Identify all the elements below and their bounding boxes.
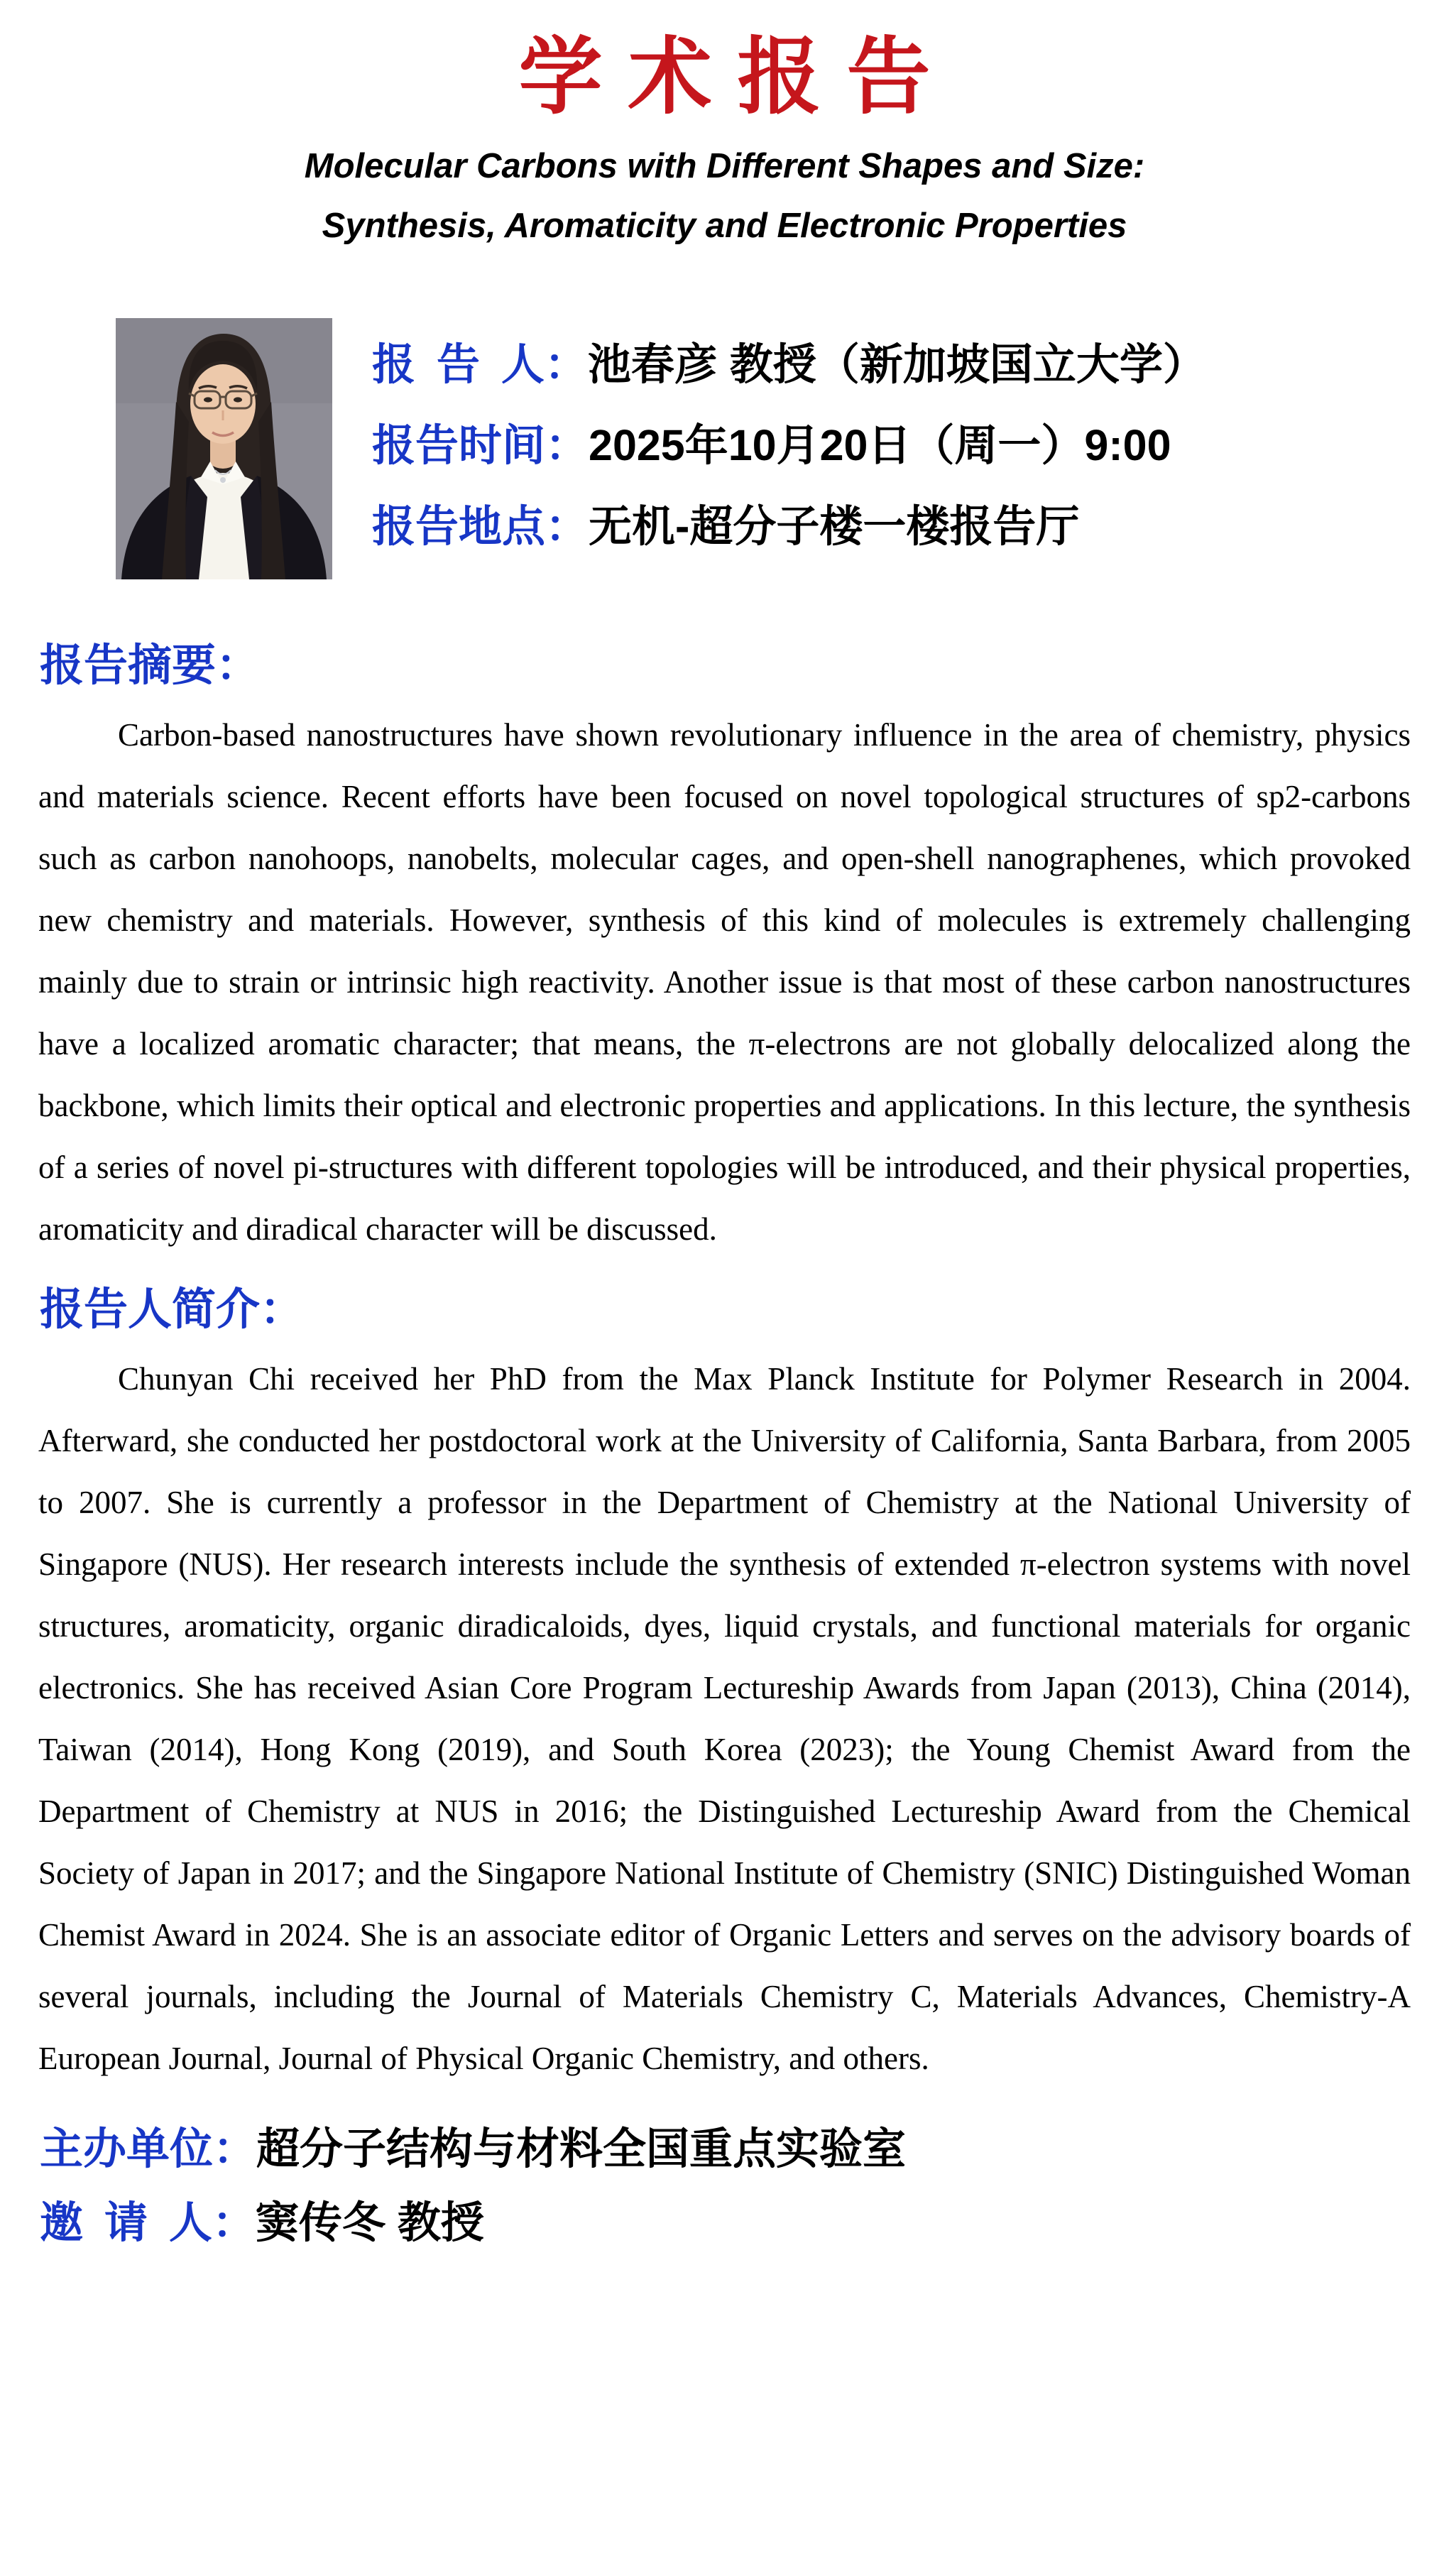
inviter-label: 邀 请 人： — [40, 2198, 256, 2247]
english-subtitle-line1: Molecular Carbons with Different Shapes and Size: — [304, 146, 1145, 185]
organizer-value: 超分子结构与材料全国重点实验室 — [256, 2124, 907, 2173]
speaker-label: 报 告 人： — [372, 339, 588, 388]
inviter-value: 窦传冬 教授 — [255, 2198, 484, 2247]
inviter-line — [40, 2198, 1449, 2247]
english-subtitle — [0, 136, 1449, 256]
time-value: 2025年10月20日（周一）9:00 — [589, 420, 1171, 469]
bio-heading: 报告人简介： — [40, 1284, 305, 1334]
organizer-label: 主办单位： — [40, 2124, 257, 2173]
speaker-info-section — [116, 318, 1449, 579]
abstract-heading: 报告摘要： — [40, 640, 261, 690]
english-subtitle-line2: Synthesis, Aromaticity and Electronic Properties — [322, 206, 1127, 245]
speaker-photo — [116, 318, 332, 579]
time-line — [372, 420, 1206, 469]
location-label: 报告地点： — [372, 501, 589, 550]
info-lines — [372, 318, 1206, 548]
organizer-line — [40, 2124, 1449, 2173]
page-title: 学术报告 — [518, 31, 956, 124]
time-label: 报告时间： — [372, 420, 589, 469]
abstract-body: Carbon-based nanostructures have shown revolutionary influence in the area of chemistry, physics and materials science. Recent efforts have been focused on novel topological structures of sp2-carbons such as carbon nanohoops, nanobelts, molecular cages, and open-shell nanographenes, which provoked new chemistry and materials. However, synthesis of this kind of molecules is extremely challenging mainly due to strain or intrinsic high reactivity. Another issue is that most of these carbon nanostructures have a localized aromatic character; that means, the π-electrons are not globally delocalized along the backbone, which limits their optical and electronic properties and applications. In this lecture, the synthesis of a series of novel pi-structures with different topologies will be introduced, and their physical properties, aromaticity and diradical character will be discussed. — [38, 716, 1411, 1247]
speaker-line — [372, 339, 1206, 388]
speaker-portrait-image — [116, 318, 332, 579]
bio-body: Chunyan Chi received her PhD from the Max Planck Institute for Polymer Research in 2004. Afterward, she conducted her postdoctoral work at the University of California, Santa Barbara, from 2005 to 2007. She is currently a professor in the Department of Chemistry at the National University of Singapore (NUS). Her research interests include the synthesis of extended π-electron systems with novel structures, aromaticity, organic diradicaloids, dyes, liquid crystals, and functional materials for organic electronics. She has received Asian Core Program Lectureship Awards from Japan (2013), China (2014), Taiwan (2014), Hong Kong (2019), and South Korea (2023); the Young Chemist Award from the Department of Chemistry at NUS in 2016; the Distinguished Lectureship Award from the Chemical Society of Japan in 2017; and the Singapore National Institute of Chemistry (SNIC) Distinguished Woman Chemist Award in 2024. She is an associate editor of Organic Letters and serves on the advisory boards of several journals, including the Journal of Materials Chemistry C, Materials Advances, Chemistry-A European Journal, Journal of Physical Organic Chemistry, and others. — [38, 1361, 1411, 2077]
location-value: 无机-超分子楼一楼报告厅 — [589, 501, 1080, 550]
speaker-value: 池春彦 教授（新加坡国立大学） — [587, 339, 1206, 388]
location-line — [372, 501, 1206, 550]
